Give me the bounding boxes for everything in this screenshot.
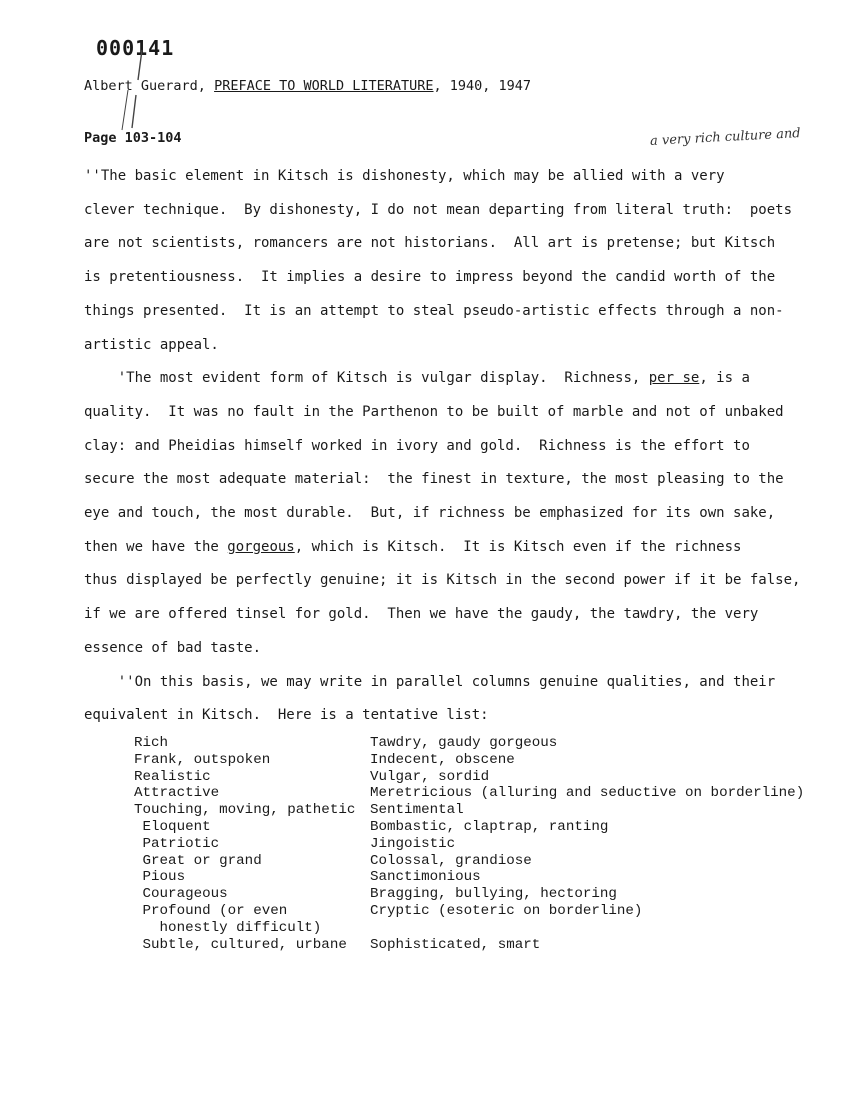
book-title: PREFACE TO WORLD LITERATURE — [214, 78, 434, 94]
text-line: ''The basic element in Kitsch is dishonesty, which may be allied with a very — [84, 168, 725, 184]
text-line: thus displayed be perfectly genuine; it is Kitsch in the second power if it be false, — [84, 572, 801, 589]
text-line: quality. It was no fault in the Parthenon to be built of marble and not of unbaked — [84, 403, 784, 420]
genuine-quality: honestly difficult) — [134, 919, 322, 936]
kitsch-comparison-list — [134, 735, 804, 953]
kitsch-equivalent: Vulgar, sordid — [370, 768, 490, 785]
kitsch-equivalent: Bombastic, claptrap, ranting — [370, 818, 609, 835]
list-item — [134, 819, 804, 836]
text-line: secure the most adequate material: the finest in texture, the most pleasing to the — [84, 471, 784, 488]
text-line: then we have the gorgeous, which is Kitsch. It is Kitsch even if the richness — [84, 538, 742, 555]
genuine-quality: Frank, outspoken — [134, 751, 271, 768]
list-item — [134, 920, 804, 937]
genuine-quality: Courageous — [134, 886, 228, 903]
text-line: clay: and Pheidias himself worked in ivory and gold. Richness is the effort to — [84, 437, 750, 454]
kitsch-equivalent: Colossal, grandiose — [370, 852, 532, 869]
list-item — [134, 886, 804, 903]
genuine-quality: Subtle, cultured, urbane — [134, 936, 347, 953]
kitsch-equivalent: Sophisticated, smart — [370, 936, 541, 953]
text-line: equivalent in Kitsch. Here is a tentative list: — [84, 707, 489, 724]
list-item — [134, 937, 804, 954]
list-item — [134, 802, 804, 819]
text-line: if we are offered tinsel for gold. Then we have the gaudy, the tawdry, the very — [84, 606, 759, 623]
list-item — [134, 752, 804, 769]
genuine-quality: Touching, moving, pathetic — [134, 802, 356, 819]
genuine-quality: Patriotic — [134, 835, 220, 852]
genuine-quality: Profound (or even — [134, 902, 288, 919]
page-reference: Page 103-104 — [84, 130, 182, 146]
kitsch-equivalent: Cryptic (esoteric on borderline) — [370, 902, 643, 919]
list-item — [134, 903, 804, 920]
list-item — [134, 735, 804, 752]
list-item — [134, 853, 804, 870]
genuine-quality: Eloquent — [134, 818, 211, 835]
list-item — [134, 785, 804, 802]
genuine-quality: Realistic — [134, 768, 211, 785]
text-line: eye and touch, the most durable. But, if richness be emphasized for its own sake, — [84, 505, 776, 522]
text-line: things presented. It is an attempt to steal pseudo-artistic effects through a non- — [84, 302, 784, 319]
kitsch-equivalent: Meretricious (alluring and seductive on borderline) — [370, 785, 805, 802]
kitsch-equivalent: Indecent, obscene — [370, 751, 515, 768]
genuine-quality: Attractive — [134, 785, 220, 802]
handwritten-annotation: a very rich culture and — [649, 126, 801, 149]
list-item — [134, 769, 804, 786]
document-number: 000141 — [96, 36, 175, 60]
genuine-quality: Pious — [134, 869, 186, 886]
text-line: is pretentiousness. It implies a desire to impress beyond the candid worth of the — [84, 269, 776, 286]
genuine-quality: Rich — [134, 735, 169, 751]
years: , 1940, 1947 — [433, 78, 532, 94]
kitsch-equivalent: Tawdry, gaudy gorgeous — [370, 735, 558, 751]
citation-line — [84, 78, 531, 94]
text-line: ''On this basis, we may write in parallel columns genuine qualities, and their — [84, 673, 776, 690]
text-line: clever technique. By dishonesty, I do not mean departing from literal truth: poets — [84, 201, 793, 218]
kitsch-equivalent: Jingoistic — [370, 835, 456, 852]
quoted-text — [84, 160, 804, 733]
kitsch-equivalent: Bragging, bullying, hectoring — [370, 886, 617, 903]
author: Albert Guerard, — [84, 78, 206, 94]
text-line: artistic appeal. — [84, 336, 219, 353]
list-item — [134, 869, 804, 886]
genuine-quality: Great or grand — [134, 852, 262, 869]
text-line: are not scientists, romancers are not historians. All art is pretense; but Kitsch — [84, 235, 776, 252]
text-line: 'The most evident form of Kitsch is vulgar display. Richness, per se, is a — [84, 370, 750, 387]
kitsch-equivalent: Sentimental — [370, 802, 464, 819]
list-item — [134, 836, 804, 853]
kitsch-equivalent: Sanctimonious — [370, 869, 481, 886]
text-line: essence of bad taste. — [84, 639, 262, 656]
